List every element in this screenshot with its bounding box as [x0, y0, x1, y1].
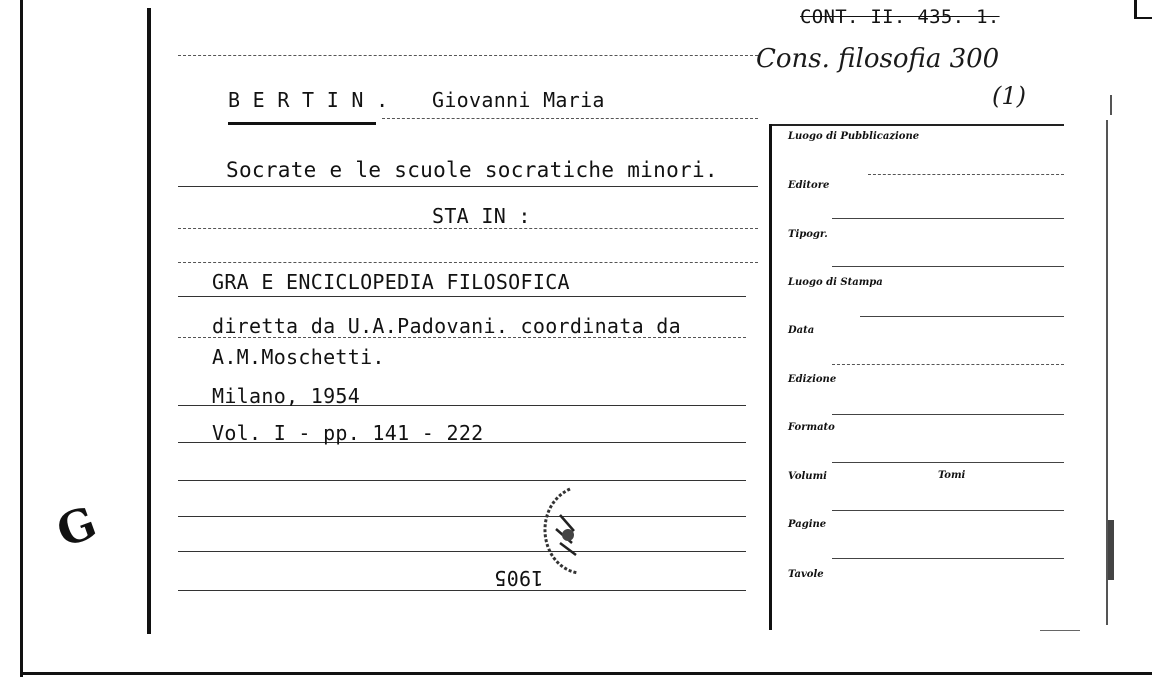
card-left-border — [147, 8, 151, 634]
sta-in-label: STA IN : — [432, 204, 531, 228]
rule-line — [178, 228, 758, 229]
form-label-luogo-stampa: Luogo di Stampa — [788, 277, 883, 288]
form-rule — [832, 364, 1064, 365]
scan-speck — [1110, 95, 1112, 115]
publication-line: GRA E ENCICLOPEDIA FILOSOFICA — [212, 270, 570, 294]
handwritten-shelfmark: Cons. filosofia 300 — [756, 44, 1000, 74]
publication-line: Vol. I - pp. 141 - 222 — [212, 421, 484, 445]
scan-bottom-edge — [20, 672, 1152, 675]
form-rule — [832, 510, 1064, 511]
scan-right-mark-foot — [1134, 17, 1152, 19]
form-label-volumi: Volumi — [788, 471, 827, 482]
rule-line — [178, 262, 758, 263]
rule-line — [178, 296, 746, 297]
form-label-edizione: Edizione — [788, 374, 837, 385]
form-rule — [832, 266, 1064, 267]
publication-line: diretta da U.A.Padovani. coordinata da — [212, 314, 681, 338]
rule-line — [382, 118, 758, 119]
corner-mark: G — [50, 497, 104, 558]
scan-right-mark — [1134, 0, 1137, 18]
rule-line — [178, 516, 746, 517]
form-left-border — [769, 124, 772, 630]
author-given-name: Giovanni Maria — [432, 88, 605, 112]
rule-line — [178, 55, 758, 56]
publication-line: Milano, 1954 — [212, 384, 361, 408]
catalog-number: CONT. II. 435. 1. — [800, 6, 1000, 28]
form-label-tomi: Tomi — [938, 470, 966, 481]
form-label-editore: Editore — [788, 180, 830, 191]
work-title: Socrate e le scuole socratiche minori. — [226, 158, 718, 182]
publication-line: A.M.Moschetti. — [212, 345, 385, 369]
rule-line — [178, 590, 746, 591]
form-rule — [832, 462, 1064, 463]
author-surname: B E R T I N . — [228, 88, 389, 112]
form-label-pagine: Pagine — [788, 519, 827, 530]
form-rule — [832, 414, 1064, 415]
form-label-formato: Formato — [788, 422, 835, 433]
rule-line — [178, 551, 746, 552]
rule-line — [178, 186, 758, 187]
form-rule — [860, 316, 1064, 317]
rule-line — [178, 480, 746, 481]
form-label-luogo-pubblicazione: Luogo di Pubblicazione — [788, 131, 920, 142]
form-top-border — [770, 124, 1064, 126]
stamp-number: 1905 — [494, 566, 544, 590]
form-label-data: Data — [788, 325, 815, 336]
author-underline — [228, 122, 376, 125]
scan-left-edge — [20, 0, 23, 677]
form-rule — [832, 218, 1064, 219]
handwritten-volume: (1) — [992, 82, 1026, 110]
form-label-tipografia: Tipogr. — [788, 229, 828, 240]
library-stamp — [530, 485, 605, 575]
form-rule — [868, 174, 1064, 175]
form-rule — [832, 558, 1064, 559]
scan-speck — [1108, 520, 1114, 580]
scan-speck — [1040, 630, 1080, 631]
form-label-tavole: Tavole — [788, 569, 824, 580]
